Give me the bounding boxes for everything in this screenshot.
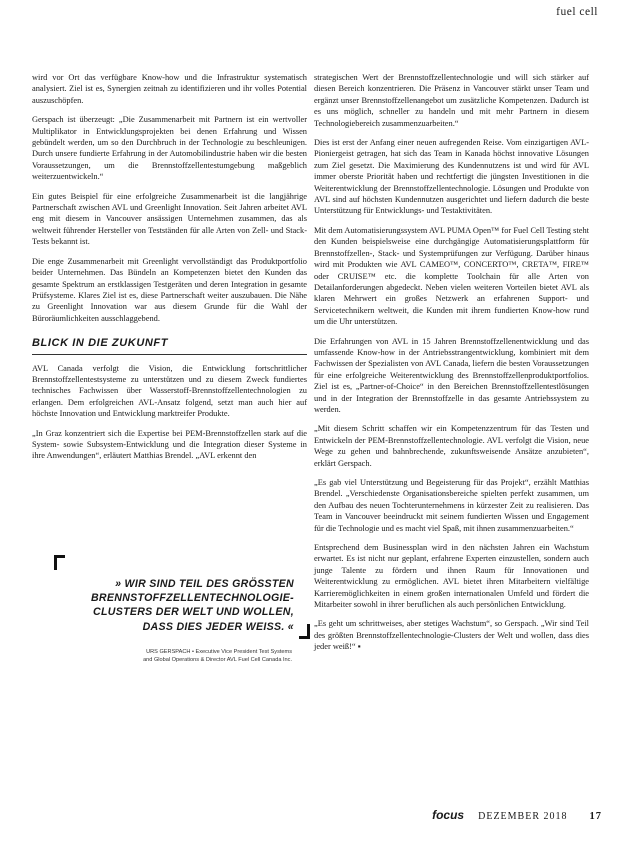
section-label: fuel cell	[556, 6, 598, 18]
paragraph: Entsprechend dem Businessplan wird in den nächsten Jahren ein Wachstum erwartet. Es ist nicht nur geplant, erfahrene Experten einzustellen, sondern auch junge Talente zu fördern und ihnen Raum für Innovationen und Weiterentwicklung zu ermöglichen. AVL bietet ihren Mitarbeitern vielfältige Karrieremöglichkeiten in einem großen internationalen Umfeld und fördert die Mitarbeiter sowohl in ihrer beruflichen als auch persönlichen Entwicklung.	[314, 543, 589, 610]
left-column	[32, 72, 307, 470]
attribution-line: and Global Operations & Director AVL Fuel Cell Canada Inc.	[143, 657, 292, 663]
magazine-name: focus	[432, 808, 465, 822]
paragraph: Ein gutes Beispiel für eine erfolgreiche Zusammenarbeit ist die langjährige Partnerschaft zwischen AVL und Greenlight Innovation. Seit Jahren arbeitet AVL eng mit diesem in Vancouver ansässigen Unternehmen zusammen, das als weltweit führender Hersteller von Testständen für alle Arten von Zell- und Stack-Tests bekannt ist.	[32, 191, 307, 247]
quote-line: DASS DIES JEDER WEISS. «	[142, 620, 294, 633]
issue-date: DEZEMBER 2018	[478, 811, 568, 822]
paragraph: „Es geht um schrittweises, aber stetiges Wachstum“, so Gerspach. „Wir sind Teil des größten Brennstoffzellentechnologie-Clusters der Welt und wollen, dass dies jeder weiß!“ ▪	[314, 619, 589, 652]
quote-line: » WIR SIND TEIL DES GRÖSSTEN	[115, 578, 294, 590]
paragraph: „Es gab viel Unterstützung und Begeisterung für das Projekt“, erzählt Matthias Brendel. „Verschiedenste Organisationsbereiche spielten perfekt zusammen, um den Aufbau des neuen Tochterunternehmens in kürzester Zeit zu realisieren. Das Team in Vancouver beeindruckt mit seinem fundierten Wissen und Engagement für die Technologie und es macht viel Spaß, mit ihnen zusammenzuarbeiten.“	[314, 478, 589, 533]
paragraph: strategischen Wert der Brennstoffzellentechnologie und will sich stärker auf diesen Bereich konzentrieren. Die Präsenz in Vancouver stärkt unser Team und ergänzt unser Brennstoffzellenangebot um zusätzliche Kompetenzen. Dadurch ist es uns möglich, schneller zu handeln und mit mehr Partnern in diesem Technologiebereich zusammenzuarbeiten.“	[314, 73, 589, 128]
quote-line: BRENNSTOFFZELLENTECHNOLOGIE-	[90, 592, 294, 605]
paragraph: AVL Canada verfolgt die Vision, die Entwicklung fortschrittlicher Brennstoffzellentestsysteme zu unterstützen und zu diesem Zweck fundiertes technisches Fachwissen über Wasserstoff-Brennstoffzellentechnologien zu erlangen. Dem erfolgreichen AVL-Ansatz folgend, setzt man auch hier auf höchste Innovation und Entwicklung marktreifer Produkte.	[32, 363, 307, 419]
quote-line: CLUSTERS DER WELT UND WOLLEN,	[93, 606, 294, 619]
paragraph: Die enge Zusammenarbeit mit Greenlight vervollständigt das Produktportfolio beider Unternehmen. Das Bündeln an Kompetenzen bietet den Kunden das gesamte Spektrum an erstklassigen Testgeräten und deren Integration in gesamte Prüfsysteme. Klares Ziel ist es, diese Partnerschaft weiter auszubauen. Die Nähe zu Greenlight Innovation war aus diesem Grunde für die Wahl der Büroräumlichkeiten ausschlaggebend.	[32, 256, 307, 323]
pull-quote	[54, 555, 294, 663]
pull-quote-text	[91, 577, 294, 634]
quote-corner-bottom-right-mark	[299, 624, 310, 639]
paragraph: Dies ist erst der Anfang einer neuen aufregenden Reise. Vom einzigartigen AVL-Pioniergeist getragen, hat sich das Team in Kanada höchst innovative Lösungen zum Ziel gesetzt. Die Maximierung des Kundennutzens ist und wird für AVL immer oberste Priorität haben und rechtfertigt die jüngsten Investitionen in die Weiterentwicklung der Brennstoffzellentechnologie. Lösungen und Produkte von AVL sind auf höchsten Kundennutzen ausgerichtet und liefern dadurch die beste Unterstützung für Entwicklungs- und Testaktivitäten.	[314, 138, 589, 216]
page-footer	[432, 808, 602, 822]
right-column	[314, 72, 589, 661]
paragraph: Gerspach ist überzeugt: „Die Zusammenarbeit mit Partnern ist ein wertvoller Multiplikator in Entwicklungsprojekten bei denen Erfahrung und Wissen gebündelt werden, um so den Durchbruch in der Technologie zu beschleunigen. Durch unsere fundierte Erfahrung in der Automobilindustrie haben wir die besten Voraussetzungen, um die Brennstoffzellentestumgebung maßgeblich weiterzuentwickeln.“	[32, 115, 307, 182]
paragraph: „Mit diesem Schritt schaffen wir ein Kompetenzzentrum für das Testen und Entwickeln der PEM-Brennstoffzellentechnologie. AVL verfolgt die Vision, neue Wege zu gehen und bahnbrechende, zukunftsweisende Ansätze anzubieten“, erklärt Gerspach.	[314, 424, 589, 468]
section-heading: BLICK IN DIE ZUKUNFT	[32, 338, 307, 354]
paragraph: „In Graz konzentriert sich die Expertise bei PEM-Brennstoffzellen stark auf die System- sowie Subsystem-Entwicklung und die Integration dieser Systeme in ihre Anwendungen“, erläutert Matthias Brendel. „AVL erkennt den	[32, 428, 307, 461]
quote-attribution	[32, 648, 292, 664]
quote-corner-top-left-mark	[54, 555, 65, 570]
paragraph: Mit dem Automatisierungssystem AVL PUMA Open™ for Fuel Cell Testing steht den Kunden beispielsweise eine durchgängige Automatisierungsplattform für Brennstoffzellen-, Stack- und Systemprüfungen zur Verfügung. Darüber hinaus wird mit Produkten wie AVL CAMEO™, CONCERTO™, CRETA™, FIRE™ oder CRUISE™ etc. die komplette Toolchain für alle Arten von Detailanforderungen abgedeckt. Neben vielen weiteren Vorteilen bietet AVL als klaren Mehrwert ein großes Netzwerk an erfahrenen Support- und Servicetechnikern weltweit, die Kunden mit ihrem fundierten Know-how rund um die Uhr unterstützen.	[314, 225, 589, 327]
page-number: 17	[589, 811, 602, 822]
paragraph: wird vor Ort das verfügbare Know-how und die Infrastruktur systematisch analysiert. Ziel ist es, Synergien zeitnah zu identifizieren und ihr volles Potential auszuschöpfen.	[32, 73, 307, 105]
attribution-line: URS GERSPACH • Executive Vice President Test Systems	[146, 649, 292, 655]
paragraph: Die Erfahrungen von AVL in 15 Jahren Brennstoffzellenentwicklung und das umfassende Know-how in der Antriebsstrangentwicklung, kombiniert mit dem Fachwissen der Spezialisten von AVL Canada, liefern die besten Voraussetzungen für eine erfolgreiche Weiterentwicklung des Brennstoffzellenproduktportfolios. Ziel ist es, „Partner-of-Choice“ in den Bereichen Brennstoffzellentestlösungen und in der Integration der Brennstoffzelle in das gesamte Antriebssystem zu werden.	[314, 336, 589, 414]
